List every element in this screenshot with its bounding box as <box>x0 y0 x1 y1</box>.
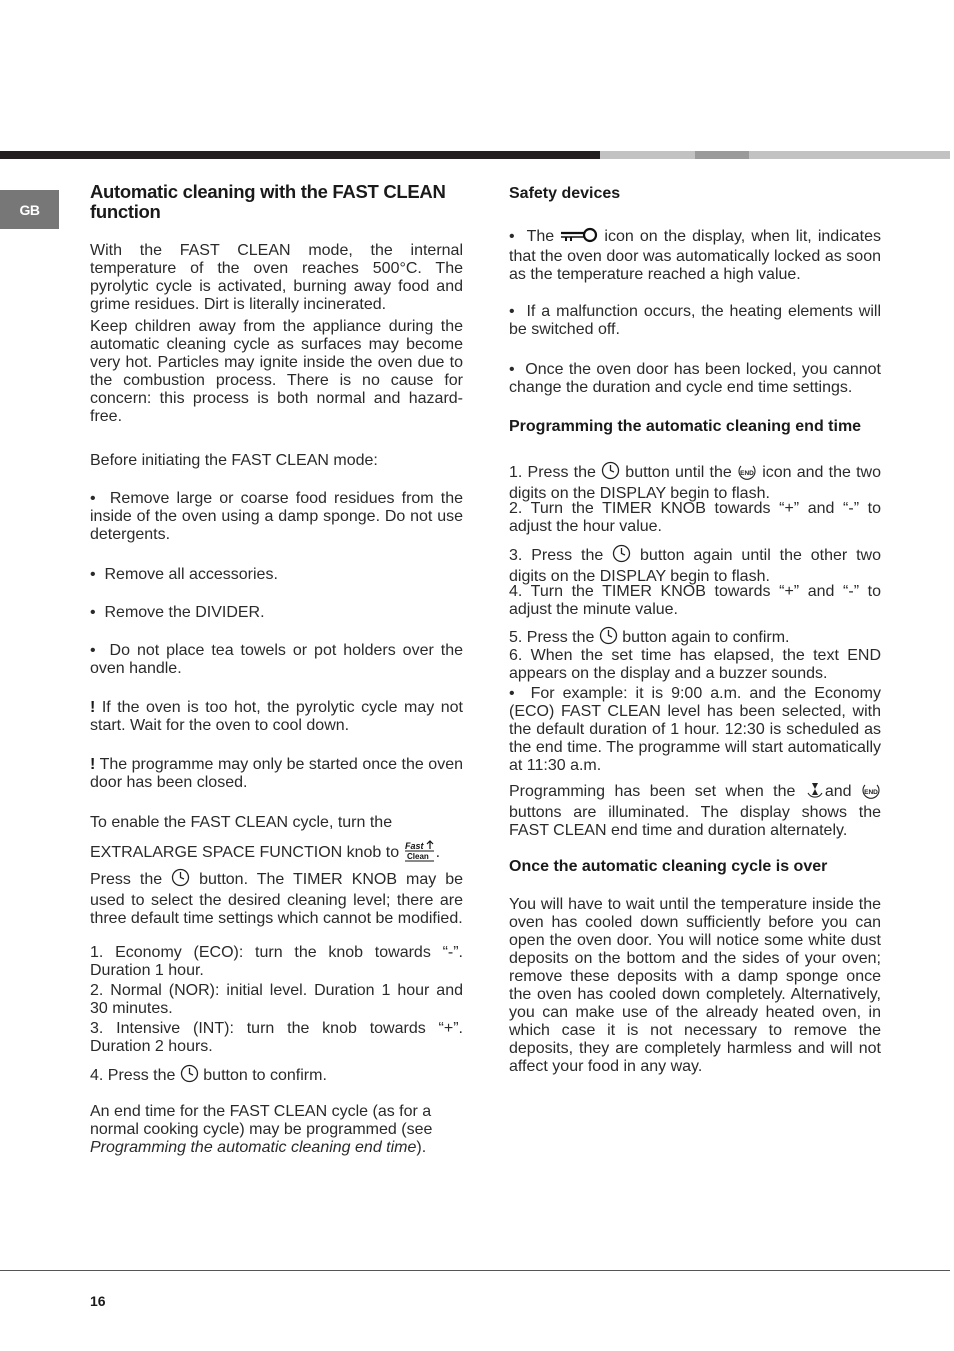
warning-text: The programme may only be started once the oven door has been closed. <box>90 756 464 791</box>
program-step: 6. When the set time has elapsed, the text END appears on the display and a buzzer sounds. <box>509 647 881 682</box>
warning-note <box>90 699 463 735</box>
fast-clean-icon-text: Clean <box>406 852 429 861</box>
confirm-label: 4. Press the <box>90 1067 176 1084</box>
before-text: Before initiating the FAST CLEAN mode: <box>90 452 378 469</box>
note-text: buttons are illuminated. The display shows the FAST CLEAN end time and duration alternately. <box>509 804 881 839</box>
step-text: button until the <box>625 464 732 481</box>
safety-item: • The icon on the display, when lit, indicates that the oven door was automatically locked as soon as the temperature reached a high value. <box>509 228 881 283</box>
clock-icon <box>171 868 190 892</box>
note-text: Programming has been set when the <box>509 783 796 800</box>
step-text: icon and the two digits on the DISPLAY begin to flash. <box>509 464 881 502</box>
end-time-text: An end time for the FAST CLEAN cycle (as for a normal cooking cycle) may be programmed (see <box>90 1103 433 1138</box>
level-item: 3. Intensive (INT): turn the knob towards “+”. Duration 2 hours. <box>90 1020 463 1055</box>
header-bar-light <box>600 151 695 159</box>
clock-icon <box>180 1064 199 1088</box>
header-bar-mid <box>695 151 749 159</box>
safety-item: • Once the oven door has been locked, you cannot change the duration and cycle end time settings. <box>509 361 882 396</box>
enable-text-1: To enable the FAST CLEAN cycle, turn the <box>90 814 393 831</box>
end-time-close: ). <box>416 1139 427 1156</box>
level-item: 1. Economy (ECO): turn the knob towards “-”. Duration 1 hour. <box>90 944 463 979</box>
bullet-text: Do not place tea towels or pot holders over the oven handle. <box>90 642 464 677</box>
press-text: button. The TIMER KNOB may be used to select the desired cleaning level; there are three default time settings which cannot be modified. <box>90 871 464 927</box>
programming-heading: Programming the automatic cleaning end time <box>509 418 862 435</box>
enable-text-2-label: EXTRALARGE SPACE FUNCTION knob to <box>90 844 400 861</box>
intro-paragraph-1: With the FAST CLEAN mode, the internal temperature of the oven reaches 500°C. The pyrolytic cycle is activated, burning away food and grime residues. Dirt is literally incinerated. <box>90 242 463 313</box>
hourglass-icon <box>805 781 825 804</box>
step-text: 1. Press the <box>509 464 596 481</box>
warning-text: If the oven is too hot, the pyrolytic cycle may not start. Wait for the oven to cool down. <box>90 699 464 734</box>
fast-clean-icon-text: Fast <box>404 841 424 851</box>
header-bar-dark <box>0 151 600 159</box>
end-icon <box>737 463 757 485</box>
bullet-item: • Remove all accessories. <box>90 566 278 583</box>
warning-note <box>90 756 463 792</box>
level-item: 2. Normal (NOR): initial level. Duration 1 hour and 30 minutes. <box>90 982 463 1017</box>
clock-icon <box>612 544 631 568</box>
warning-mark: ! <box>90 699 96 716</box>
step-text: 3. Press the <box>509 547 604 564</box>
example-item: • For example: it is 9:00 a.m. and the Economy (ECO) FAST CLEAN level has been selected, with the default duration of 1 hour. 12:30 is scheduled as the end time. The programme will start automatically at 11:30 a.m. <box>509 685 881 774</box>
end-icon <box>861 782 881 804</box>
confirm-step <box>90 1064 463 1088</box>
bullet-item: • Remove the DIVIDER. <box>90 604 265 621</box>
program-step <box>509 461 881 503</box>
end-time-reference: Programming the automatic cleaning end time <box>90 1139 417 1156</box>
example-text: For example: it is 9:00 a.m. and the Economy (ECO) FAST CLEAN level has been selected, with the default duration of 1 hour. 12:30 is scheduled as the end time. The programme will start automatically at 11:30 a.m. <box>509 685 881 774</box>
step-text: 5. Press the <box>509 629 595 646</box>
key-lock-icon <box>560 227 598 248</box>
press-paragraph <box>90 868 463 928</box>
safety-item: • If a malfunction occurs, the heating elements will be switched off. <box>509 303 882 338</box>
press-label: Press the <box>90 871 163 888</box>
end-icon-text: END <box>740 470 754 477</box>
intro-paragraph-2: Keep children away from the appliance during the automatic cleaning cycle as surfaces may become very hot. Particles may ignite inside the oven due to the combustion process. There is no cause for concern: this process is both normal and hazard-free. <box>90 318 463 425</box>
step-text: button again to confirm. <box>622 629 790 646</box>
programmed-note <box>509 781 881 840</box>
bullet-item: • Do not place tea towels or pot holders over the oven handle. <box>90 642 464 677</box>
safety-text: The <box>526 228 555 245</box>
safety-heading: Safety devices <box>509 185 621 202</box>
safety-text: Once the oven door has been locked, you cannot change the duration and cycle end time settings. <box>509 361 882 396</box>
step-text: button again until the other two digits on the DISPLAY begin to flash. <box>509 547 882 585</box>
section-title: Automatic cleaning with the FAST CLEAN function <box>90 181 446 222</box>
safety-text: icon on the display, when lit, indicates that the oven door was automatically locked as soon as the temperature reached a high value. <box>509 228 881 283</box>
program-step <box>509 544 881 586</box>
footer-rule <box>0 1270 950 1271</box>
program-step: 2. Turn the TIMER KNOB towards “+” and “-” to adjust the hour value. <box>509 500 881 535</box>
warning-mark: ! <box>90 756 96 773</box>
fast-clean-icon <box>404 838 436 867</box>
language-tab: GB <box>0 190 59 229</box>
cycle-over-heading: Once the automatic cleaning cycle is over <box>509 858 828 875</box>
end-icon-text: END <box>864 789 878 796</box>
cycle-over-text: You will have to wait until the temperature inside the oven has cooled down sufficiently before you can open the oven door. You will notice some white dust deposits on the bottom and the sides of your oven; remove these deposits with a damp sponge once the oven has cooled down completely. Alternatively, you can make use of the already heated oven, in which case it is not necessary to remove the deposits, they are completely harmless and will not affect your food in any way. <box>509 896 881 1075</box>
end-time-paragraph <box>90 1103 463 1157</box>
note-text: and <box>824 783 852 800</box>
enable-text-2 <box>90 838 463 867</box>
clock-icon <box>601 461 620 485</box>
bullet-item: • Remove large or coarse food residues from the inside of the oven using a damp sponge. Do not use detergents. <box>90 490 463 543</box>
page-number: 16 <box>90 1293 106 1309</box>
program-step: 4. Turn the TIMER KNOB towards “+” and “-” to adjust the minute value. <box>509 583 881 618</box>
safety-text: If a malfunction occurs, the heating elements will be switched off. <box>509 303 882 338</box>
bullet-text: Remove all accessories. <box>104 566 278 583</box>
confirm-text: button to confirm. <box>203 1067 327 1084</box>
header-bar-light-right <box>749 151 950 159</box>
enable-text-2-end: . <box>435 844 441 861</box>
bullet-text: Remove the DIVIDER. <box>104 604 265 621</box>
bullet-text: Remove large or coarse food residues from the inside of the oven using a damp sponge. Do not use detergents. <box>90 490 463 543</box>
